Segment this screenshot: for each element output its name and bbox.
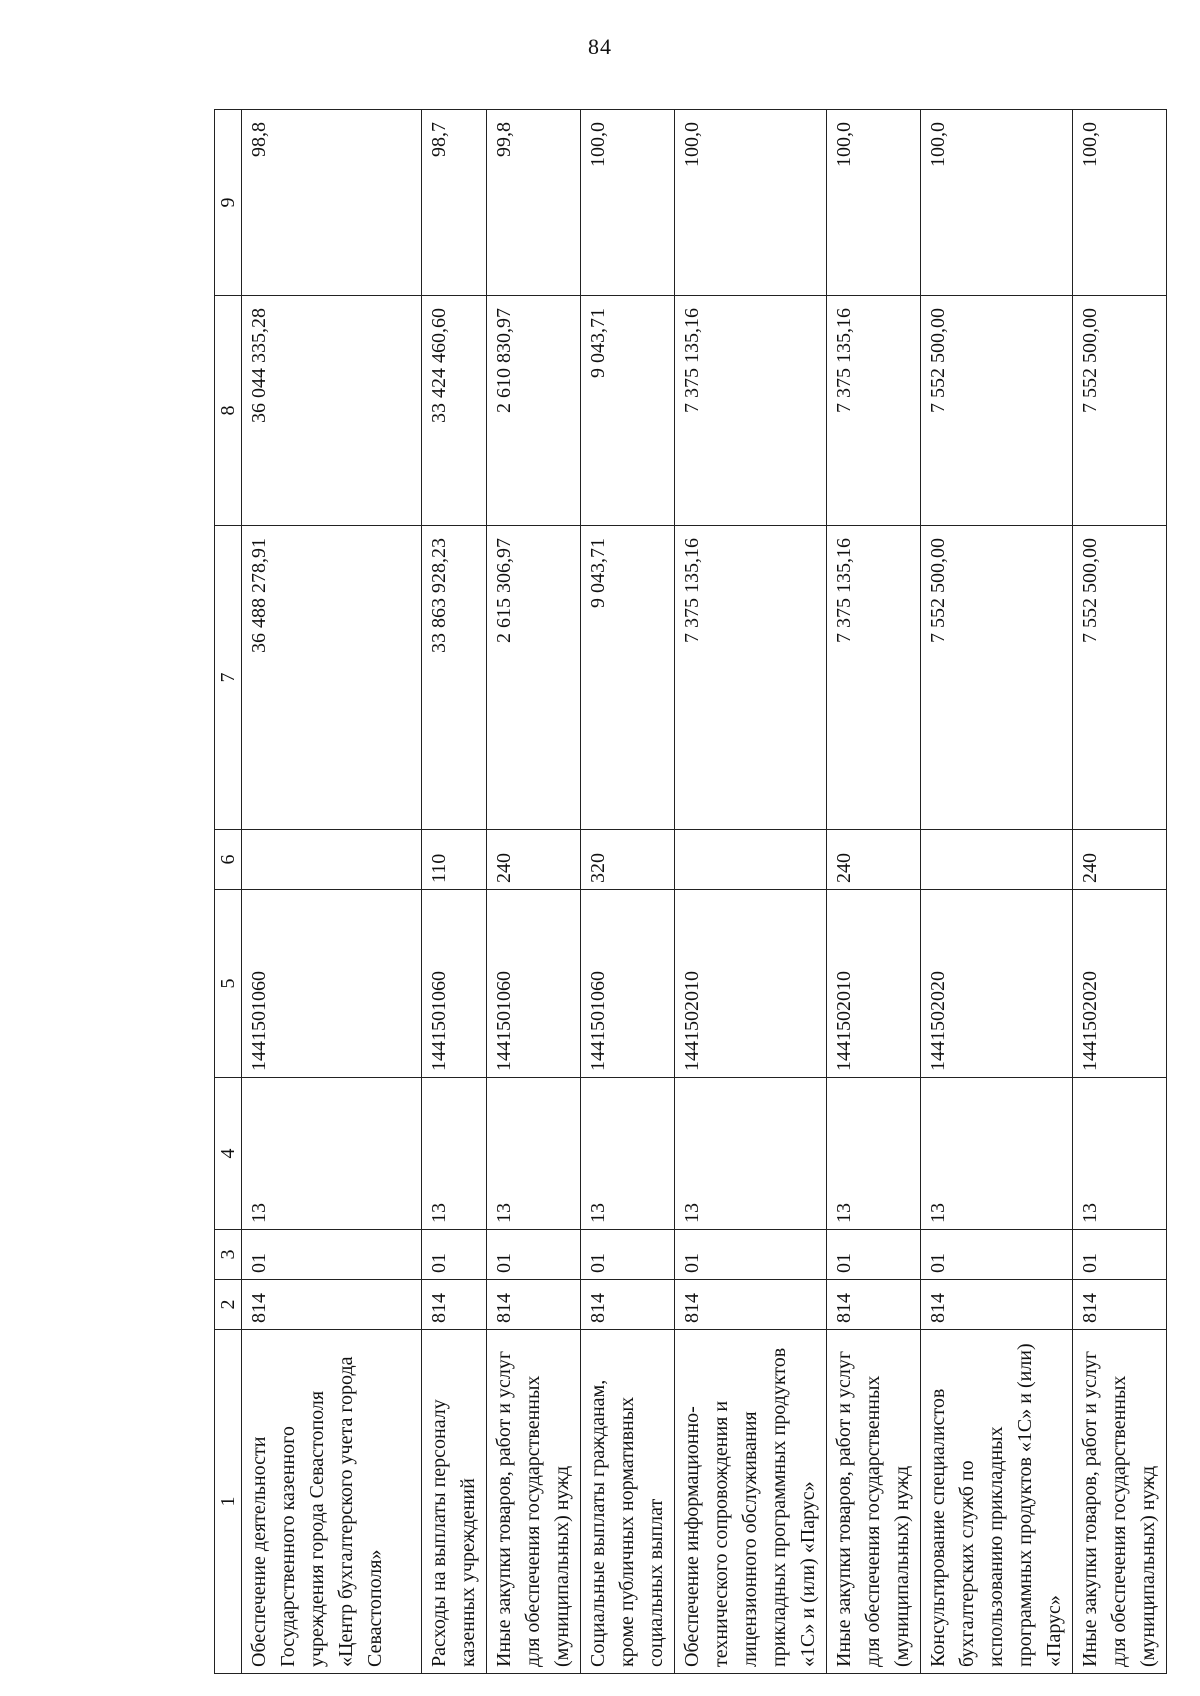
- cell-c9: 100,0: [921, 110, 1073, 296]
- row-name: Иные закупки товаров, работ и услуг для обеспечения государственных (муниципальных) нужд: [1073, 1330, 1167, 1674]
- cell-c8: 7 552 500,00: [921, 296, 1073, 526]
- table-row: [921, 110, 1073, 1674]
- cell-c9: 100,0: [581, 110, 675, 296]
- cell-c5: 1441501060: [581, 890, 675, 1078]
- column-header: 5: [215, 890, 242, 1078]
- cell-c5: 1441501060: [422, 890, 487, 1078]
- budget-table-rotated: [214, 110, 1159, 1674]
- cell-c6: 110: [422, 830, 487, 890]
- cell-c4: 13: [487, 1078, 581, 1230]
- cell-c7: 2 615 306,97: [487, 526, 581, 830]
- column-header: 9: [215, 110, 242, 296]
- cell-c7: 33 863 928,23: [422, 526, 487, 830]
- row-name: Расходы на выплаты персоналу казенных учреждений: [422, 1330, 487, 1674]
- cell-c8: 36 044 335,28: [242, 296, 422, 526]
- cell-c6: [921, 830, 1073, 890]
- cell-c2: 814: [921, 1280, 1073, 1330]
- row-name: Обеспечение информационно-технического сопровождения и лицензионного обслуживания прикладных программных продуктов «1С» и (или) «Парус»: [675, 1330, 827, 1674]
- table-row: [827, 110, 921, 1674]
- cell-c5: 1441501060: [487, 890, 581, 1078]
- cell-c5: 1441502020: [1073, 890, 1167, 1078]
- cell-c6: [675, 830, 827, 890]
- cell-c7: 36 488 278,91: [242, 526, 422, 830]
- row-name: Иные закупки товаров, работ и услуг для обеспечения государственных (муниципальных) нужд: [487, 1330, 581, 1674]
- cell-c3: 01: [242, 1230, 422, 1280]
- cell-c7: 7 375 135,16: [827, 526, 921, 830]
- column-header: 6: [215, 830, 242, 890]
- cell-c3: 01: [581, 1230, 675, 1280]
- budget-table: [214, 109, 1167, 1674]
- column-header: 7: [215, 526, 242, 830]
- row-name: Консультирование специалистов бухгалтерских служб по использованию прикладных программных продуктов «1С» и (или) «Парус»: [921, 1330, 1073, 1674]
- column-header: 1: [215, 1330, 242, 1674]
- cell-c4: 13: [1073, 1078, 1167, 1230]
- cell-c7: 7 552 500,00: [921, 526, 1073, 830]
- table-row: [242, 110, 422, 1674]
- cell-c7: 7 552 500,00: [1073, 526, 1167, 830]
- table-row: [675, 110, 827, 1674]
- cell-c4: 13: [827, 1078, 921, 1230]
- cell-c3: 01: [487, 1230, 581, 1280]
- cell-c3: 01: [921, 1230, 1073, 1280]
- cell-c6: [242, 830, 422, 890]
- cell-c7: 9 043,71: [581, 526, 675, 830]
- cell-c4: 13: [581, 1078, 675, 1230]
- table-row: [422, 110, 487, 1674]
- column-header: 3: [215, 1230, 242, 1280]
- column-header: 8: [215, 296, 242, 526]
- cell-c2: 814: [1073, 1280, 1167, 1330]
- cell-c6: 320: [581, 830, 675, 890]
- cell-c2: 814: [581, 1280, 675, 1330]
- cell-c9: 100,0: [1073, 110, 1167, 296]
- cell-c8: 7 375 135,16: [675, 296, 827, 526]
- table-row: [487, 110, 581, 1674]
- page-number: 84: [588, 34, 612, 59]
- cell-c5: 1441501060: [242, 890, 422, 1078]
- cell-c9: 100,0: [827, 110, 921, 296]
- cell-c2: 814: [827, 1280, 921, 1330]
- cell-c3: 01: [827, 1230, 921, 1280]
- cell-c8: 2 610 830,97: [487, 296, 581, 526]
- cell-c7: 7 375 135,16: [675, 526, 827, 830]
- cell-c2: 814: [422, 1280, 487, 1330]
- cell-c8: 33 424 460,60: [422, 296, 487, 526]
- cell-c5: 1441502010: [675, 890, 827, 1078]
- cell-c9: 99,8: [487, 110, 581, 296]
- cell-c6: 240: [827, 830, 921, 890]
- column-header: 2: [215, 1280, 242, 1330]
- cell-c2: 814: [675, 1280, 827, 1330]
- cell-c5: 1441502020: [921, 890, 1073, 1078]
- row-name: Социальные выплаты гражданам, кроме публичных нормативных социальных выплат: [581, 1330, 675, 1674]
- cell-c9: 98,8: [242, 110, 422, 296]
- row-name: Обеспечение деятельности Государственного казенного учреждения города Севастополя «Центр бухгалтерского учета города Севастополя»: [242, 1330, 422, 1674]
- table-row: [581, 110, 675, 1674]
- cell-c4: 13: [675, 1078, 827, 1230]
- cell-c9: 100,0: [675, 110, 827, 296]
- column-header: 4: [215, 1078, 242, 1230]
- row-name: Иные закупки товаров, работ и услуг для обеспечения государственных (муниципальных) нужд: [827, 1330, 921, 1674]
- cell-c6: 240: [1073, 830, 1167, 890]
- cell-c3: 01: [1073, 1230, 1167, 1280]
- cell-c3: 01: [675, 1230, 827, 1280]
- cell-c6: 240: [487, 830, 581, 890]
- cell-c3: 01: [422, 1230, 487, 1280]
- cell-c8: 9 043,71: [581, 296, 675, 526]
- cell-c8: 7 552 500,00: [1073, 296, 1167, 526]
- cell-c4: 13: [242, 1078, 422, 1230]
- header-row: [215, 110, 242, 1674]
- cell-c8: 7 375 135,16: [827, 296, 921, 526]
- cell-c5: 1441502010: [827, 890, 921, 1078]
- table-row: [1073, 110, 1167, 1674]
- cell-c9: 98,7: [422, 110, 487, 296]
- cell-c2: 814: [487, 1280, 581, 1330]
- cell-c4: 13: [422, 1078, 487, 1230]
- cell-c4: 13: [921, 1078, 1073, 1230]
- cell-c2: 814: [242, 1280, 422, 1330]
